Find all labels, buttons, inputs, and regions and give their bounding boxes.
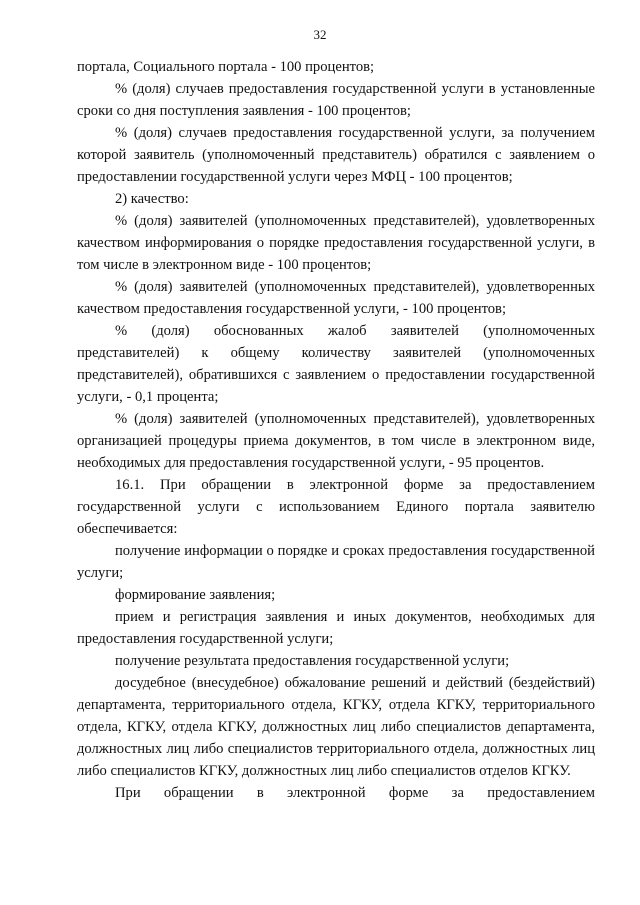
paragraph-complaints-share: % (доля) обоснованных жалоб заявителей (уполномоченных представителей) к общему количеству заявителей (уполномоченных представителей), обратившихся с заявлением о предоставлении государственной услуги, - 0,1 процента; [77, 323, 595, 405]
paragraph-section-16-1: 16.1. При обращении в электронной форме за предоставлением государственной услуги с использованием Единого портала заявителю обеспечивается: [77, 477, 595, 537]
paragraph-portal-continuation: портала, Социального портала - 100 процентов; [77, 59, 375, 75]
list-item-information: получение информации о порядке и сроках предоставления государственной услуги; [77, 543, 595, 581]
list-item-result: получение результата предоставления государственной услуги; [115, 653, 510, 669]
paragraph-informing-quality: % (доля) заявителей (уполномоченных представителей), удовлетворенных качеством информирования о порядке предоставления государственной услуги, в том числе в электронном виде - 100 процентов; [77, 213, 595, 273]
list-item-form-application: формирование заявления; [115, 587, 276, 603]
paragraph-service-quality: % (доля) заявителей (уполномоченных представителей), удовлетворенных качеством предоставления государственной услуги, - 100 процентов; [77, 279, 595, 317]
list-item-appeal: досудебное (внесудебное) обжалование решений и действий (бездействий) департамента, территориального отдела, КГКУ, отдела КГКУ, территориального отдела, КГКУ, отдела КГКУ, должностных лиц либо специалистов департамента, должностных лиц либо специалистов территориального отдела, должностных лиц либо специалистов КГКУ, должностных лиц либо специалистов отделов КГКУ. [77, 675, 595, 779]
paragraph-continued: При обращении в электронной форме за предоставлением [115, 785, 595, 801]
list-item-registration: прием и регистрация заявления и иных документов, необходимых для предоставления государственной услуги; [77, 609, 595, 647]
paragraph-timeliness-indicator: % (доля) случаев предоставления государственной услуги в установленные сроки со дня поступления заявления - 100 процентов; [77, 81, 595, 119]
paragraph-quality-heading: 2) качество: [115, 191, 189, 207]
paragraph-document-intake: % (доля) заявителей (уполномоченных представителей), удовлетворенных организацией процедуры приема документов, в том числе в электронном виде, необходимых для предоставления государственной услуги, - 95 процентов. [77, 411, 595, 471]
paragraph-mfc-indicator: % (доля) случаев предоставления государственной услуги, за получением которой заявитель (уполномоченный представитель) обратился с заявлением о предоставлении государственной услуги через МФЦ - 100 процентов; [77, 125, 595, 185]
body-text [77, 56, 595, 804]
page-number: 32 [313, 27, 327, 42]
